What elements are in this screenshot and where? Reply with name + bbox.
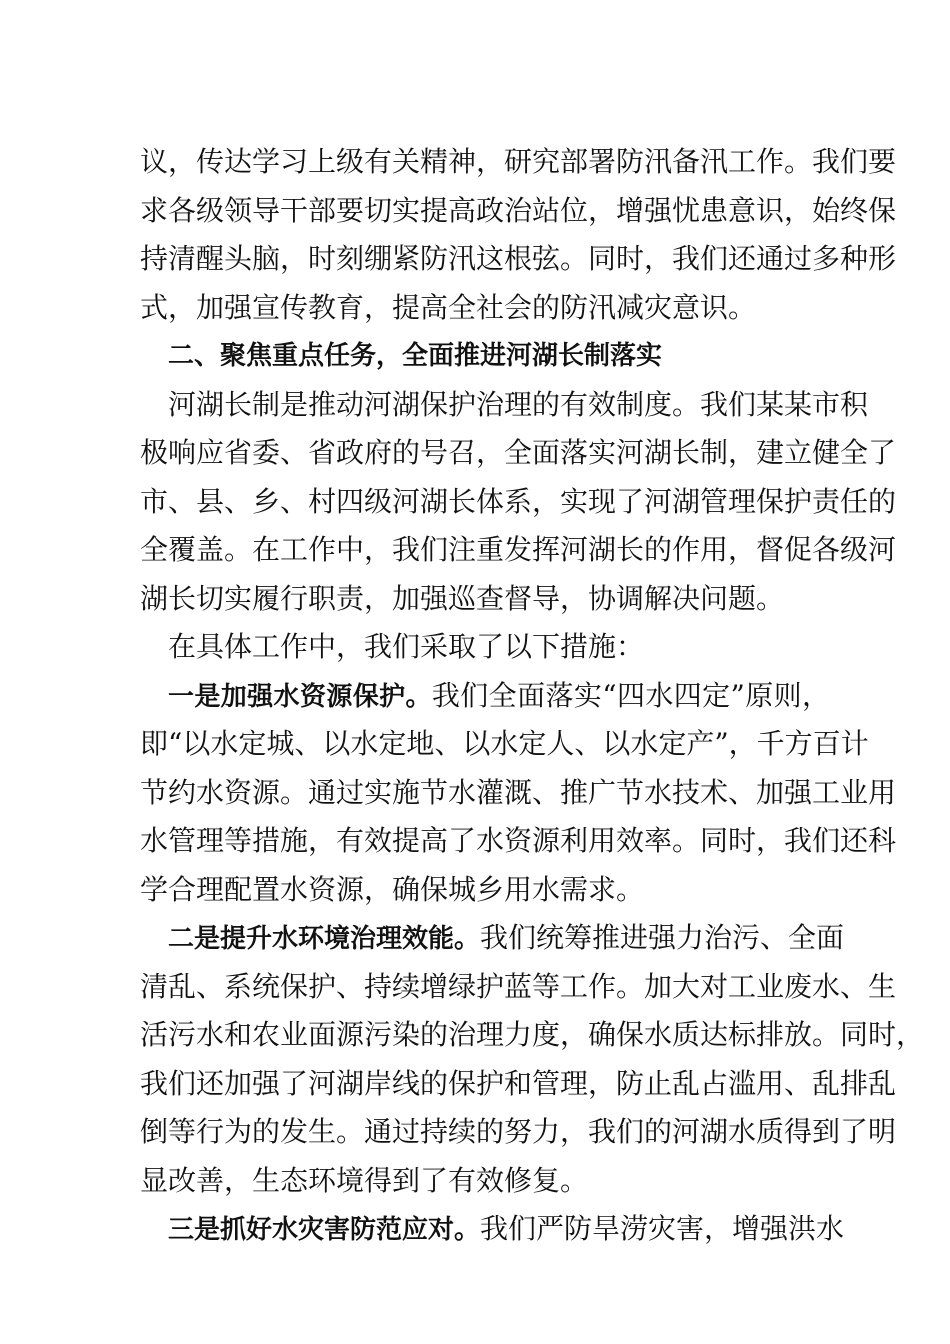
paragraph-line: 求各级领导干部要切实提高政治站位，增强忧患意识，始终保 bbox=[140, 193, 897, 227]
paragraph-line: 水管理等措施，有效提高了水资源利用效率。同时，我们还科 bbox=[140, 824, 897, 857]
document-body bbox=[140, 138, 925, 1254]
measure-lead: 二是提升水环境治理效能。 bbox=[168, 924, 481, 954]
paragraph-line: 河湖长制是推动河湖保护治理的有效制度。我们某某市积 bbox=[168, 387, 869, 421]
paragraph-line: 我们还加强了河湖岸线的保护和管理，防止乱占滥用、乱排乱 bbox=[140, 1066, 897, 1100]
paragraph-line: 市、县、乡、村四级河湖长体系，实现了河湖管理保护责任的 bbox=[140, 484, 897, 518]
paragraph-line: 议，传达学习上级有关精神，研究部署防汛备汛工作。我们要 bbox=[140, 145, 897, 178]
paragraph-text: 我们统筹推进强力治污、全面 bbox=[480, 921, 845, 954]
measure-lead: 三是抓好水灾害防范应对。 bbox=[168, 1215, 481, 1245]
paragraph-line: 清乱、系统保护、持续增绿护蓝等工作。加大对工业废水、生 bbox=[140, 969, 897, 1003]
paragraph-line: 显改善，生态环境得到了有效修复。 bbox=[140, 1163, 589, 1197]
paragraph-line: 活污水和农业面源污染的治理力度，确保水质达标排放。同时， bbox=[140, 1018, 925, 1051]
paragraph-text: 我们全面落实“四水四定”原则， bbox=[431, 678, 830, 712]
paragraph-line: 湖长切实履行职责，加强巡查督导，协调解决问题。 bbox=[140, 581, 785, 615]
paragraph-line: 学合理配置水资源，确保城乡用水需求。 bbox=[140, 872, 645, 906]
measure-lead: 一是加强水资源保护。 bbox=[168, 681, 432, 712]
paragraph-line: 即“以水定城、以水定地、以水定人、以水定产”，千方百计 bbox=[140, 727, 869, 760]
paragraph-line: 倒等行为的发生。通过持续的努力，我们的河湖水质得到了明 bbox=[140, 1115, 897, 1148]
paragraph-line: 全覆盖。在工作中，我们注重发挥河湖长的作用，督促各级河 bbox=[140, 533, 897, 566]
paragraph-line: 在具体工作中，我们采取了以下措施： bbox=[168, 630, 645, 663]
paragraph-first-line bbox=[140, 672, 830, 721]
paragraph-line: 持清醒头脑，时刻绷紧防汛这根弦。同时，我们还通过多种形 bbox=[140, 242, 897, 275]
paragraph-line: 节约水资源。通过实施节水灌溉、推广节水技术、加强工业用 bbox=[140, 775, 897, 809]
paragraph-line: 式，加强宣传教育，提高全社会的防汛减灾意识。 bbox=[140, 290, 757, 324]
paragraph-line: 极响应省委、省政府的号召，全面落实河湖长制，建立健全了 bbox=[140, 436, 897, 469]
section-heading: 二、聚焦重点任务，全面推进河湖长制落实 bbox=[168, 341, 663, 371]
paragraph-first-line bbox=[140, 914, 845, 963]
paragraph-first-line bbox=[140, 1205, 845, 1254]
paragraph-text: 我们严防旱涝灾害，增强洪水 bbox=[480, 1212, 845, 1245]
